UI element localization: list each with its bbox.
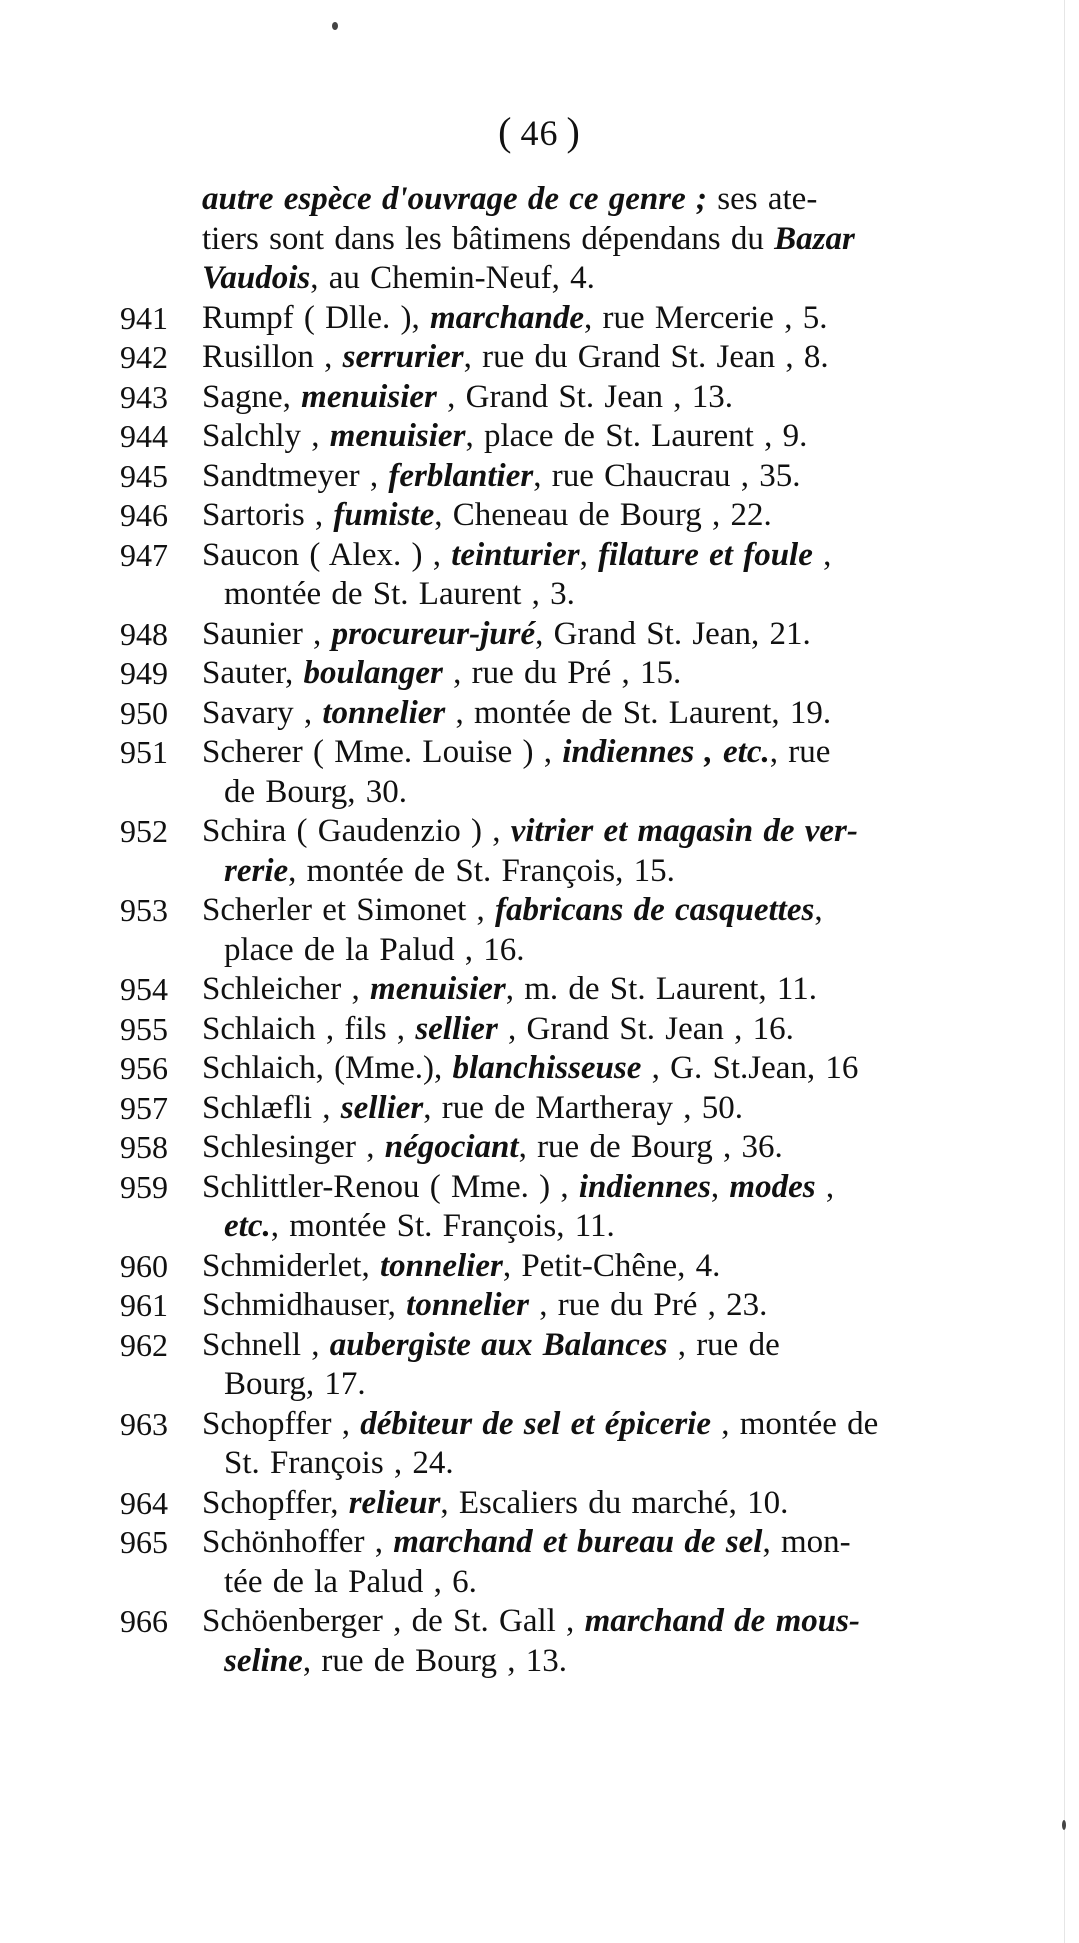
occupation-text: aubergiste aux Balances (329, 1326, 668, 1363)
entry-line (202, 1406, 878, 1442)
open-paren: ( (498, 109, 513, 154)
entry-wrap-line (202, 1444, 1020, 1484)
directory-entry (120, 1010, 1020, 1050)
entry-plain-text: Schmidhauser, (202, 1287, 407, 1323)
directory-entry (120, 536, 1020, 615)
entry-plain-text: Schlesinger , (202, 1129, 385, 1165)
entry-plain-text: Sagne, (202, 378, 302, 415)
directory-entry (120, 1405, 1020, 1484)
occupation-text: sellier (415, 1010, 498, 1047)
entry-line (202, 1169, 834, 1205)
occupation-text: etc. (224, 1208, 271, 1244)
directory-entry (120, 417, 1020, 457)
occupation-text: fumiste (333, 497, 435, 533)
close-paren: ) (566, 109, 581, 154)
entry-number: 946 (120, 497, 168, 533)
entry-line (202, 458, 801, 494)
entry-number: 947 (120, 536, 168, 573)
entry-plain-text: Schöenberger , de St. Gall , (202, 1603, 585, 1639)
occupation-text: relieur (348, 1484, 441, 1521)
directory-entry (120, 1326, 1020, 1405)
entry-plain-text: Salchly , (202, 418, 330, 454)
entry-text (202, 1602, 1020, 1681)
entry-plain-text: Saunier , (202, 615, 332, 652)
occupation-text: sellier (340, 1089, 424, 1126)
occupation-text: négociant (384, 1129, 519, 1165)
entry-plain-text: , rue Mercerie , 5. (583, 299, 828, 336)
entry-text (202, 1247, 1020, 1287)
occupation-text: marchand de mous- (584, 1603, 860, 1639)
page-number: 46 (520, 113, 559, 153)
entry-number: 948 (120, 615, 168, 652)
continuation-italic: autre espèce d'ouvrage de ce genre ; (202, 181, 708, 217)
entry-wrap-line (202, 575, 1020, 615)
occupation-text: indiennes , etc. (562, 734, 770, 770)
occupation-text: seline (224, 1642, 303, 1679)
entry-plain-text: , rue de Bourg , 13. (302, 1642, 568, 1679)
occupation-text: menuisier (301, 378, 437, 415)
entry-plain-text: Sartoris , (202, 497, 334, 533)
occupation-text: indiennes (578, 1168, 711, 1205)
entry-plain-text: Saucon ( Alex. ) , (202, 536, 452, 573)
entry-wrap-line (202, 1207, 1020, 1247)
continuation-italic-2: Bazar (774, 220, 855, 257)
entry-number: 954 (120, 971, 168, 1007)
occupation-text: boulanger (303, 655, 443, 691)
entry-line (202, 1050, 858, 1086)
entry-plain-text: , Grand St. Jean, 21. (535, 615, 811, 652)
directory-entry (120, 1484, 1020, 1524)
entry-plain-text: , rue de (667, 1326, 780, 1363)
entry-plain-text: Schira ( Gaudenzio ) , (202, 813, 511, 849)
entry-plain-text: , rue (769, 734, 831, 770)
directory-entry (120, 1286, 1020, 1326)
entry-text (202, 1128, 1020, 1168)
entry-plain-text: Schlittler-Renou ( Mme. ) , (202, 1168, 579, 1205)
page-edge-line (1064, 0, 1065, 1943)
occupation-text: débiteur de sel et épicerie (360, 1405, 711, 1442)
occupation-text: menuisier (370, 971, 506, 1007)
entry-plain-text: Schlæfli , (202, 1089, 341, 1126)
ink-speck (332, 22, 338, 30)
entry-number: 956 (120, 1050, 168, 1086)
entry-text (202, 1523, 1020, 1602)
continuation-entry (120, 180, 1020, 299)
entry-line (202, 379, 733, 415)
entry-plain-text: St. François , 24. (224, 1445, 454, 1481)
entry-number: 953 (120, 892, 168, 928)
entry-plain-text: Schleicher , (202, 971, 371, 1007)
entry-line (202, 497, 772, 533)
entry-text (202, 1168, 1020, 1247)
entry-plain-text: , rue de Bourg , 36. (518, 1129, 783, 1165)
entry-plain-text: , montée de St. François, 15. (288, 852, 675, 889)
entry-line (202, 1524, 851, 1560)
entry-wrap-line (202, 852, 1020, 892)
directory-entry (120, 1089, 1020, 1129)
entry-line (202, 1129, 783, 1165)
entry-plain-text: place de la Palud , 16. (224, 931, 525, 968)
occupation-text: procureur-juré (331, 615, 536, 652)
entry-plain-text: Schmiderlet, (202, 1247, 380, 1284)
entry-line (202, 1485, 788, 1521)
continuation-italic-3: Vaudois (202, 260, 311, 296)
entry-plain-text: , m. de St. Laurent, 11. (505, 971, 817, 1007)
entry-text (202, 417, 1020, 457)
entry-plain-text: , rue du Pré , 23. (529, 1287, 768, 1323)
entry-line (202, 300, 827, 336)
entry-plain-text: Sauter, (202, 655, 304, 691)
entry-text (202, 299, 1020, 339)
entry-line (202, 695, 831, 731)
entry-wrap-line (202, 1642, 1020, 1682)
occupation-text: vitrier et magasin de ver- (510, 813, 858, 849)
entry-plain-text: , place de St. Laurent , 9. (465, 418, 808, 454)
entry-plain-text: , rue du Grand St. Jean , 8. (463, 339, 829, 375)
entry-plain-text: Scherer ( Mme. Louise ) , (202, 734, 563, 770)
entry-line (202, 1090, 743, 1126)
entry-list (120, 299, 1020, 1682)
directory-entry (120, 970, 1020, 1010)
entry-line (202, 892, 823, 928)
entry-line (202, 339, 829, 375)
entry-plain-text: Schopffer, (202, 1484, 349, 1521)
entry-text (202, 1089, 1020, 1129)
occupation-text: modes (729, 1168, 816, 1205)
entry-line (202, 655, 681, 691)
entry-plain-text: , (710, 1168, 730, 1205)
directory-entry (120, 1247, 1020, 1287)
entry-number: 965 (120, 1524, 168, 1560)
entry-line (202, 971, 817, 1007)
entry-number: 945 (120, 457, 168, 494)
entry-plain-text: , Petit-Chêne, 4. (502, 1247, 721, 1284)
entry-number: 966 (120, 1603, 168, 1639)
entry-wrap-line (202, 1563, 1020, 1603)
occupation-text: filature et foule (598, 536, 813, 573)
entry-plain-text: , rue Chaucrau , 35. (533, 457, 801, 494)
entry-line (202, 1248, 720, 1284)
occupation-text: ferblantier (388, 457, 534, 494)
occupation-text: menuisier (329, 418, 466, 454)
entry-text (202, 1484, 1020, 1524)
entry-text (202, 1286, 1020, 1326)
entry-text (202, 1049, 1020, 1089)
directory-entry (120, 733, 1020, 812)
entry-plain-text: Schopffer , (202, 1405, 361, 1442)
entry-text (202, 1405, 1020, 1484)
entry-line (202, 616, 811, 652)
entry-text (202, 694, 1020, 734)
entry-number: 958 (120, 1129, 168, 1165)
entry-plain-text: , (579, 536, 599, 573)
occupation-text: tonnelier (406, 1287, 530, 1323)
entry-plain-text: , G. St.Jean, 16 (641, 1050, 859, 1086)
ink-speck (1062, 1820, 1066, 1830)
entry-plain-text: Schnell , (202, 1326, 330, 1363)
entry-wrap-line (202, 931, 1020, 971)
entry-plain-text: Rusillon , (202, 339, 343, 375)
entry-plain-text: , (814, 892, 823, 928)
entry-number: 943 (120, 378, 168, 415)
directory-entry (120, 1168, 1020, 1247)
entry-plain-text: Bourg, 17. (224, 1366, 366, 1402)
entry-text (202, 733, 1020, 812)
entry-plain-text: Savary , (202, 694, 323, 731)
entry-plain-text: , montée de (711, 1405, 879, 1442)
entry-text (202, 654, 1020, 694)
occupation-text: fabricans de casquettes (495, 892, 815, 928)
continuation-text (202, 180, 1020, 299)
entry-wrap-line (202, 773, 1020, 813)
entry-plain-text: Schlaich , fils , (202, 1010, 416, 1047)
entry-number: 964 (120, 1484, 168, 1521)
occupation-text: teinturier (451, 536, 580, 573)
entry-number: 959 (120, 1168, 168, 1205)
directory-entry (120, 1128, 1020, 1168)
continuation-text-1: ses ate- (707, 181, 818, 217)
entry-number: 962 (120, 1326, 168, 1363)
entry-wrap-line (202, 1365, 1020, 1405)
entry-text (202, 338, 1020, 378)
directory-entry (120, 694, 1020, 734)
occupation-text: tonnelier (379, 1247, 503, 1284)
entry-plain-text: , mon- (762, 1524, 851, 1560)
entry-text (202, 891, 1020, 970)
entry-number: 955 (120, 1010, 168, 1047)
entry-number: 944 (120, 418, 168, 454)
entry-text (202, 378, 1020, 418)
entry-line (202, 1603, 860, 1639)
entry-number: 960 (120, 1247, 168, 1284)
directory-entry (120, 891, 1020, 970)
entry-plain-text: , montée de St. Laurent, 19. (445, 694, 832, 731)
entry-plain-text: Rumpf ( Dlle. ), (202, 299, 430, 336)
entry-text (202, 536, 1020, 615)
entry-plain-text: , (812, 536, 832, 573)
directory-entry (120, 496, 1020, 536)
entry-text (202, 970, 1020, 1010)
occupation-text: serrurier (342, 339, 464, 375)
directory-entry (120, 457, 1020, 497)
entry-number: 950 (120, 694, 168, 731)
entry-plain-text: , rue du Pré , 15. (442, 655, 682, 691)
directory-entry (120, 1602, 1020, 1681)
directory-entry (120, 1523, 1020, 1602)
directory-entry (120, 812, 1020, 891)
entry-line (202, 1011, 794, 1047)
entry-number: 951 (120, 734, 168, 770)
entry-plain-text: tée de la Palud , 6. (224, 1563, 477, 1600)
entry-line (202, 1327, 780, 1363)
directory-entry (120, 378, 1020, 418)
entry-plain-text: montée de St. Laurent , 3. (224, 576, 575, 612)
entry-text (202, 615, 1020, 655)
entry-line (202, 1287, 767, 1323)
entry-text (202, 457, 1020, 497)
occupation-text: marchande (429, 299, 584, 336)
entry-number: 957 (120, 1089, 168, 1126)
occupation-text: marchand et bureau de sel (393, 1524, 763, 1560)
entry-number: 963 (120, 1405, 168, 1442)
directory-entry (120, 299, 1020, 339)
entry-plain-text: Schlaich, (Mme.), (202, 1050, 453, 1086)
entry-text (202, 496, 1020, 536)
entry-plain-text: Schönhoffer , (202, 1524, 394, 1560)
entry-line (202, 734, 830, 770)
entry-number: 942 (120, 339, 168, 375)
directory-entries (120, 180, 1020, 1681)
occupation-text: tonnelier (322, 694, 446, 731)
entry-text (202, 1010, 1020, 1050)
entry-plain-text: , Cheneau de Bourg , 22. (434, 497, 772, 533)
page-header (0, 108, 1079, 155)
entry-plain-text: Sandtmeyer , (202, 457, 389, 494)
occupation-text: blanchisseuse (452, 1050, 642, 1086)
entry-line (202, 813, 858, 849)
entry-plain-text: de Bourg, 30. (224, 773, 408, 810)
continuation-text-2: tiers sont dans les bâtimens dépendans du (202, 220, 775, 257)
entry-line (202, 537, 831, 573)
entry-text (202, 812, 1020, 891)
entry-number: 952 (120, 813, 168, 849)
directory-entry (120, 615, 1020, 655)
continuation-text-3: , au Chemin-Neuf, 4. (310, 260, 595, 296)
entry-plain-text: , (815, 1168, 835, 1205)
entry-number: 941 (120, 299, 168, 336)
entry-plain-text: , Grand St. Jean , 16. (497, 1010, 794, 1047)
entry-plain-text: Scherler et Simonet , (202, 892, 496, 928)
directory-entry (120, 338, 1020, 378)
entry-line (202, 418, 807, 454)
entry-plain-text: , montée St. François, 11. (270, 1208, 615, 1244)
entry-number: 949 (120, 655, 168, 691)
entry-plain-text: , rue de Martheray , 50. (423, 1089, 743, 1126)
directory-entry (120, 654, 1020, 694)
entry-text (202, 1326, 1020, 1405)
entry-plain-text: , Grand St. Jean , 13. (436, 378, 733, 415)
entry-number: 961 (120, 1287, 168, 1323)
directory-entry (120, 1049, 1020, 1089)
occupation-text: rerie (224, 852, 289, 889)
entry-plain-text: , Escaliers du marché, 10. (440, 1484, 789, 1521)
